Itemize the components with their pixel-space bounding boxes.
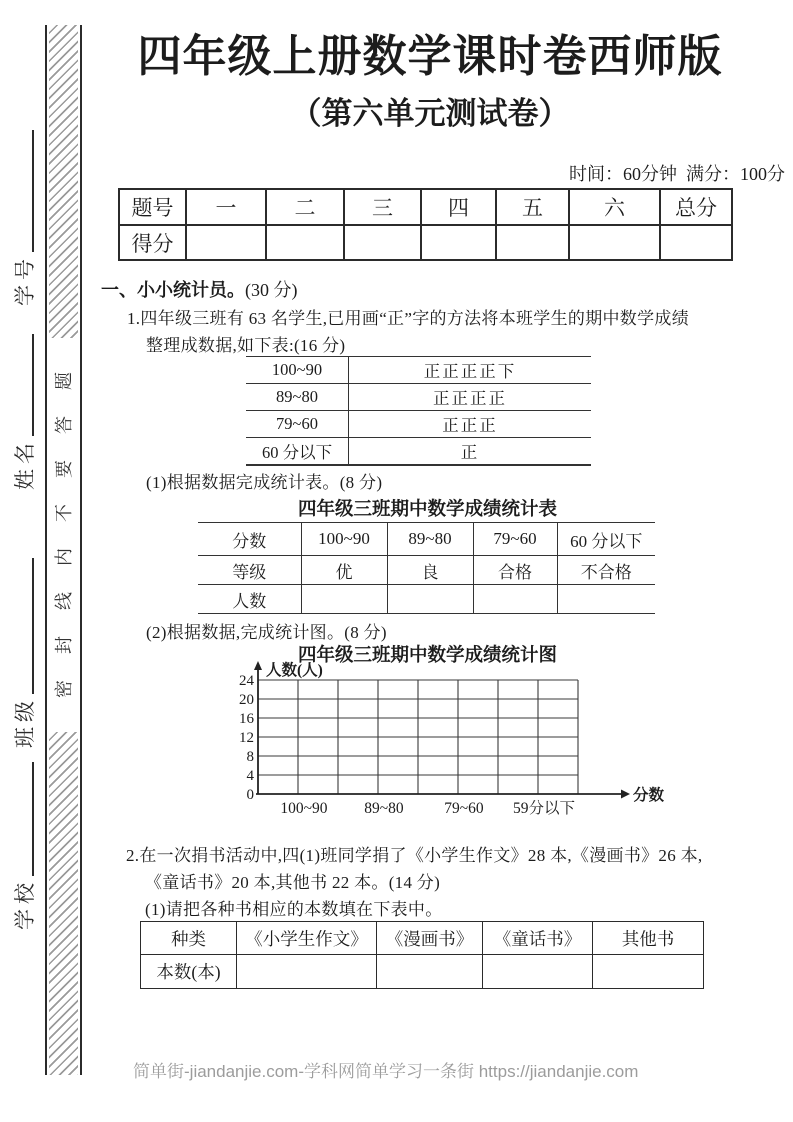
book-header-cell: 《小学生作文》 — [237, 922, 377, 955]
stats-blank-cell — [473, 585, 557, 614]
q1-part2-text: (2)根据数据,完成统计图。(8 分) — [146, 623, 387, 642]
x-axis-arrow-icon — [621, 790, 630, 799]
score-header-cell: 二 — [266, 189, 344, 225]
stats-grade-row — [198, 556, 655, 585]
book-blank-cell — [237, 955, 377, 989]
field-school-blank — [14, 762, 33, 876]
score-header-cell: 一 — [186, 189, 266, 225]
stats-cell: 89~80 — [387, 523, 473, 556]
score-blank-cell — [186, 225, 266, 260]
seal-line-left — [45, 25, 47, 1075]
y-tick-12: 12 — [239, 730, 254, 746]
stats-count-row — [198, 585, 655, 614]
tally-row — [246, 438, 591, 466]
book-table — [140, 921, 704, 989]
field-class-label: 班级 — [13, 696, 37, 748]
field-name-blank — [14, 334, 33, 436]
score-header-cell: 六 — [569, 189, 660, 225]
q1-part1-text: (1)根据数据完成统计表。(8 分) — [146, 473, 383, 492]
x-category-labels — [280, 799, 575, 817]
stats-cell: 良 — [387, 556, 473, 585]
y-tick-20: 20 — [239, 692, 254, 708]
y-tick-0: 0 — [246, 787, 254, 803]
tally-range-cell: 89~80 — [246, 384, 349, 411]
score-row-label: 得分 — [119, 225, 186, 260]
score-summary-table — [118, 188, 733, 261]
seal-warning-text: 密封线内不要答题 — [54, 346, 74, 698]
book-row-label: 本数(本) — [141, 955, 237, 989]
section-one-title: 一、小小统计员。 — [101, 280, 245, 300]
book-blank-cell — [593, 955, 704, 989]
field-student-id-label: 学号 — [13, 254, 37, 306]
score-header-row — [119, 189, 732, 225]
tally-range-cell: 79~60 — [246, 411, 349, 438]
score-header-cell: 总分 — [660, 189, 732, 225]
stats-cell: 人数 — [198, 585, 301, 614]
seal-line-right — [80, 25, 82, 1075]
tally-row — [246, 411, 591, 438]
tally-marks-cell: 正 — [460, 443, 480, 462]
score-blank-cell — [266, 225, 344, 260]
book-header-row — [141, 922, 704, 955]
seal-hatch-top — [49, 25, 78, 338]
score-header-cell: 四 — [421, 189, 496, 225]
y-tick-4: 4 — [246, 768, 254, 784]
field-class-blank — [14, 558, 33, 694]
seal-hatch-bottom — [49, 732, 78, 1075]
tally-marks-cell: 正正正正下 — [349, 357, 592, 384]
score-header-cell: 三 — [344, 189, 421, 225]
x-category-label: 100~90 — [280, 800, 328, 817]
book-count-row — [141, 955, 704, 989]
page-title: 四年级上册数学课时卷西师版 — [137, 32, 723, 81]
statistics-chart — [228, 658, 668, 818]
stats-table-title: 四年级三班期中数学成绩统计表 — [297, 498, 557, 519]
score-blank-cell — [421, 225, 496, 260]
stats-table — [198, 522, 655, 614]
section-one-points: (30 分) — [245, 280, 298, 300]
tally-marks-cell: 正正正正 — [349, 384, 592, 411]
time-score-info: 时间：60分钟 满分：100分 — [569, 164, 785, 184]
tally-row — [246, 357, 591, 384]
stats-cell: 79~60 — [473, 523, 557, 556]
stats-blank-cell — [301, 585, 387, 614]
field-name — [9, 334, 39, 490]
field-school — [9, 762, 39, 930]
x-category-label: 59分以下 — [512, 800, 576, 817]
book-blank-cell — [377, 955, 483, 989]
x-axis-label: 分数 — [633, 787, 665, 804]
score-blank-cell — [660, 225, 732, 260]
field-student-id-blank — [14, 130, 33, 252]
page-subtitle: （第六单元测试卷） — [290, 96, 570, 131]
score-header-cell: 五 — [496, 189, 569, 225]
stats-cell: 等级 — [198, 556, 301, 585]
book-blank-cell — [483, 955, 593, 989]
tally-table — [246, 356, 591, 466]
book-header-cell: 种类 — [141, 922, 237, 955]
book-header-cell: 《漫画书》 — [377, 922, 483, 955]
y-tick-labels — [239, 673, 255, 803]
score-blank-cell — [496, 225, 569, 260]
field-class — [9, 558, 39, 748]
site-footer: 简单街-jiandanjie.com-学科网简单学习一条街 https://jiandanjie.com — [133, 1062, 639, 1081]
q1-text-line2: 整理成数据,如下表:(16 分) — [146, 336, 346, 355]
chart-title: 四年级三班期中数学成绩统计图 — [297, 644, 557, 665]
book-header-cell: 其他书 — [593, 922, 704, 955]
stats-cell: 60 分以下 — [557, 523, 655, 556]
stats-blank-cell — [557, 585, 655, 614]
y-axis-arrow-icon — [254, 661, 262, 670]
q2-part1-text: (1)请把各种书相应的本数填在下表中。 — [145, 900, 443, 919]
q1-text-line1: 1.四年级三班有 63 名学生,已用画“正”字的方法将本班学生的期中数学成绩 — [127, 309, 689, 328]
y-tick-8: 8 — [246, 749, 254, 765]
stats-blank-cell — [387, 585, 473, 614]
tally-marks-cell: 正正正 — [349, 411, 592, 438]
score-header-cell: 题号 — [119, 189, 186, 225]
field-student-id — [9, 130, 39, 306]
stats-cell: 合格 — [473, 556, 557, 585]
stats-cell: 优 — [301, 556, 387, 585]
tally-range-cell: 60 分以下 — [246, 438, 349, 466]
y-tick-24: 24 — [239, 673, 254, 689]
stats-score-row — [198, 523, 655, 556]
stats-cell: 100~90 — [301, 523, 387, 556]
q2-text-line1: 2.在一次捐书活动中,四(1)班同学捐了《小学生作文》28 本,《漫画书》26 本, — [126, 846, 703, 865]
score-blank-cell — [344, 225, 421, 260]
tally-row — [246, 384, 591, 411]
stats-cell: 分数 — [198, 523, 301, 556]
tally-range-cell: 100~90 — [246, 357, 349, 384]
x-category-label: 89~80 — [364, 800, 404, 817]
book-header-cell: 《童话书》 — [483, 922, 593, 955]
score-value-row — [119, 225, 732, 260]
section-one-heading — [101, 276, 298, 302]
score-blank-cell — [569, 225, 660, 260]
chart-grid — [258, 680, 578, 794]
x-category-label: 79~60 — [444, 800, 484, 817]
field-name-label: 姓名 — [13, 438, 37, 490]
stats-cell: 不合格 — [557, 556, 655, 585]
y-axis-label: 人数(人) — [266, 662, 323, 679]
field-school-label: 学校 — [13, 878, 37, 930]
q2-text-line2: 《童话书》20 本,其他书 22 本。(14 分) — [145, 873, 441, 892]
y-tick-16: 16 — [239, 711, 254, 727]
